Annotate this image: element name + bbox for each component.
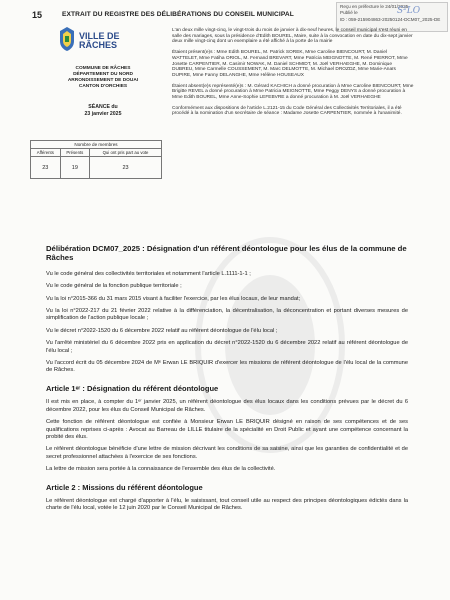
commune-info bbox=[48, 66, 158, 90]
session-intro: L'an deux mille vingt-cinq, le vingt-trois du mois de janvier à dix-neuf heures, le conseil municipal s'est réuni en salle des mariages, sous la présidence d'Edith BOUREL, Maire, suite à la convocation en date du dix-sept janvier deux mille vingt-cinq dont un exemplaire a été affiché à la porte de la mairie bbox=[172, 28, 413, 45]
deliberation-body bbox=[46, 244, 408, 518]
logo-line1: VILLE DE bbox=[79, 31, 120, 41]
value-presents: 19 bbox=[60, 157, 89, 179]
vu-clause: Vu le décret n°2022-1520 du 6 décembre 2022 relatif au référent déontologue de l'élu local ; bbox=[46, 327, 278, 334]
logo-text bbox=[79, 32, 120, 50]
secretary-note: Conformément aux dispositions de l'article L.2121-15 du Code Général des Collectivités Territoriales, il a été procédé à la nomination d'un secrétaire de séance : Madame Josette CARPENTIER, nommée à l'unanimité. bbox=[172, 105, 402, 117]
register-title: EXTRAIT DU REGISTRE DES DÉLIBÉRATIONS DU CONSEIL MUNICIPAL bbox=[62, 11, 294, 18]
seance-date-block bbox=[48, 104, 158, 117]
vu-clause: Vu l'arrêté ministériel du 6 décembre 2022 pris en application du décret n°2022-1520 du 6 décembre 2022 relatif au référent déontologue de l'élu local ; bbox=[46, 340, 408, 354]
department: DÉPARTEMENT DU NORD bbox=[73, 72, 133, 77]
article-1-paragraph: Le référent déontologue bénéficie d'une lettre de mission décrivant les conditions de sa saisine, ainsi que les garanties de confidentialité et de secret professionnel attachées à l'exercice de ses fonctions. bbox=[46, 446, 408, 460]
logo-line2: RÂCHES bbox=[79, 40, 118, 50]
session-details bbox=[172, 28, 414, 122]
vu-clause: Vu le code général de la fonction publique territoriale ; bbox=[46, 283, 182, 290]
header-afferents: Afférents bbox=[31, 149, 61, 157]
deliberation-title: Délibération DCM07_2025 : Désignation d'un référent déontologue pour les élus de la commune de Râches bbox=[46, 244, 407, 263]
article-1-paragraph: Il est mis en place, à compter du 1ᵉʳ janvier 2025, un référent déontologue des élus locaux dans les conditions prévues par le décret du 6 décembre 2022, pour les élus du Conseil Municipal de Râches. bbox=[46, 399, 408, 413]
canton: CANTON D'ORCHIES bbox=[78, 84, 128, 89]
stamp-published: Publié le bbox=[340, 10, 358, 16]
stamp-received: Reçu en préfecture le 24/01/2025 bbox=[340, 4, 409, 9]
members-table bbox=[30, 140, 162, 179]
article-1-paragraph: La lettre de mission sera portée à la connaissance de l'ensemble des élus de la collectivité. bbox=[46, 466, 276, 473]
commune-name: COMMUNE DE RÂCHES bbox=[75, 66, 131, 71]
present-members: Étaient présent(e)s : Mme Edith BOUREL, M. Patrick SOREK, Mme Caroline BIENCOURT, M. Daniel WATTELET, Mme Fatiha ORIOL, M. Fernand BREVART, Mme Patricia MEIGNOTTE, M. René PIERROT, Mme Josette CARPENTIER, M. Casimir NOWAK, M. Daniel SCHMIDT, M. Joël VERHAEGHE, M. Dominique DUBREU, Mme Carmelle COUSSEMENT, M. Marc DELMOTTE, M. Michael DROZDZ, Mme Marie-Anaïs DUPIRE, Mme Fanny DELANGHE, Mme Hélène HOUSEAUX bbox=[172, 50, 408, 78]
vu-clause: Vu la loi n°2015-366 du 31 mars 2015 visant à faciliter l'exercice, par les élus locaux, de leur mandat; bbox=[46, 295, 301, 302]
header-voters: Qui ont pris part au vote bbox=[90, 149, 162, 157]
vu-clause: Vu l'accord écrit du 05 décembre 2024 de Mᵉ Erwan LE BRIQUIR d'exercer les missions de référent déontologue de l'élu local de la commune de Râches. bbox=[46, 360, 408, 374]
vu-clause: Vu le code général des collectivités territoriales et notamment l'article L.1111-1-1 ; bbox=[46, 270, 251, 277]
header-presents: Présents bbox=[60, 149, 89, 157]
value-afferents: 23 bbox=[31, 157, 61, 179]
seance-label: SÉANCE du bbox=[88, 104, 118, 110]
article-1-paragraph: Cette fonction de référent déontologue est confiée à Monsieur Erwan LE BRIQUIR désigné en raison de ses compétences et de ses qualifications reprises ci-après : Avocat au Barreau de LILLE titulaire de la spécialité en Droit Public et ayant une compétence concernant la probité des élus. bbox=[46, 419, 408, 440]
page-number: 15 bbox=[32, 10, 43, 20]
article-2-title: Article 2 : Missions du référent déontologue bbox=[46, 482, 203, 492]
article-1-title: Article 1ᵉʳ : Désignation du référent déontologue bbox=[46, 383, 219, 393]
vu-clause: Vu la loi n°2022-217 du 21 février 2022 relative à la différenciation, la décentralisation, la déconcentration et portant diverses mesures de simplification de l'action publique locale ; bbox=[46, 308, 408, 322]
arrondissement: ARRONDISSEMENT DE DOUAI bbox=[67, 78, 139, 83]
value-voters: 23 bbox=[90, 157, 162, 179]
article-2-paragraph: Le référent déontologue est chargé d'apporter à l'élu, le saisissant, tout conseil utile au respect des principes déontologiques édictés dans la charte de l'élu local, votée le 12 juin 2020 par le Conseil Municipal de Râches. bbox=[46, 497, 408, 512]
stamp-signature: S²LO bbox=[397, 6, 421, 16]
absent-members: Étaient absent(e)s représenté(e)s : M. Gérard KACHICH a donné procuration à Mme Caroline BIENCOURT, Mme Brigitte REVEL a donné procuration à Mme Patricia MEIGNOTTE, Mme Peggy DENYS a donné procuration à Mme Edith BOUREL, Mme Anne-Sophie LEFEBVRE a donné procuration à M. Joël VERHAEGHE bbox=[172, 83, 414, 101]
members-caption: Nombre de membres bbox=[31, 141, 162, 149]
city-logo-icon bbox=[58, 26, 76, 52]
stamp-id: ID : 059-215904863-20250124-DCM07_2025-DE bbox=[340, 16, 441, 22]
seance-date: 23 janvier 2025 bbox=[84, 110, 122, 117]
